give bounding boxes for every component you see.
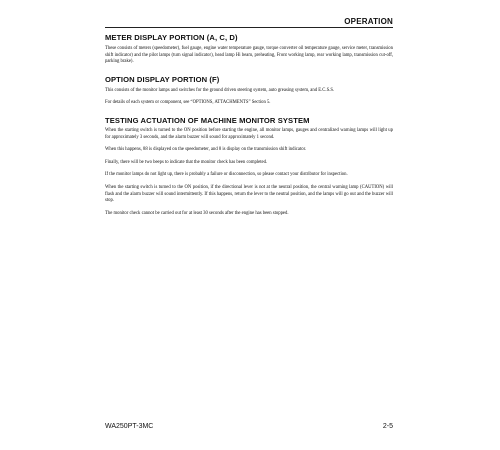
paragraph: For details of each system or component, see “OPTIONS, ATTACHMENTS” Section 5. — [105, 100, 271, 106]
footer-page-number: 2-5 — [382, 423, 393, 430]
paragraph: These consists of meters (speedometer), fuel gauge, engine water temperature gauge, torque converter oil temperature gauge, service meter, transmission shift indicator) and the pilot lamps (turn signal indicator), head lamp Hi beam, preheating, Front working lamp, rear working lamp, transmission cut-off, parking brake). — [105, 46, 393, 65]
paragraph: If the monitor lamps do not light up, there is probably a failure or disconnection, so please contact your distributor for inspection. — [105, 172, 348, 178]
page-content — [105, 33, 393, 226]
running-head: OPERATION — [344, 17, 393, 26]
paragraph: Finally, there will be two beeps to indicate that the monitor check has been completed. — [105, 159, 268, 165]
header-rule — [105, 27, 393, 28]
footer-model: WA250PT-3MC — [105, 423, 154, 430]
paragraph: This consists of the monitor lamps and switches for the ground driven steering system, auto greasing system, and E.C.S.S. — [105, 87, 335, 93]
paragraph: When the starting switch is turned to the ON position, if the directional lever is not at the neutral position, the central warning lamp (CAUTION) will flash and the alarm buzzer will sound intermittently. If this happens, return the lever to the neutral position, and the lamps will go out and the buzzer will stop. — [105, 184, 393, 204]
paragraph: When this happens, 88 is displayed on the speedometer, and 8 is display on the transmission shift indicator. — [105, 147, 307, 153]
section-heading: METER DISPLAY PORTION (A, C, D) — [105, 33, 238, 42]
paragraph: The monitor check cannot be carried out for at least 30 seconds after the engine has been stopped. — [105, 210, 289, 216]
paragraph: When the starting switch is turned to the ON position before starting the engine, all monitor lamps, gauges and centralized warning lamps will light up for approximately 3 seconds, and the alarm buzzer will sound for approximately 1 second. — [105, 127, 393, 140]
section-option-display — [105, 75, 393, 107]
section-heading: TESTING ACTUATION OF MACHINE MONITOR SYSTEM — [105, 115, 310, 125]
section-meter-display — [105, 33, 393, 66]
section-testing-actuation — [105, 116, 393, 217]
section-heading: OPTION DISPLAY PORTION (F) — [105, 74, 220, 84]
